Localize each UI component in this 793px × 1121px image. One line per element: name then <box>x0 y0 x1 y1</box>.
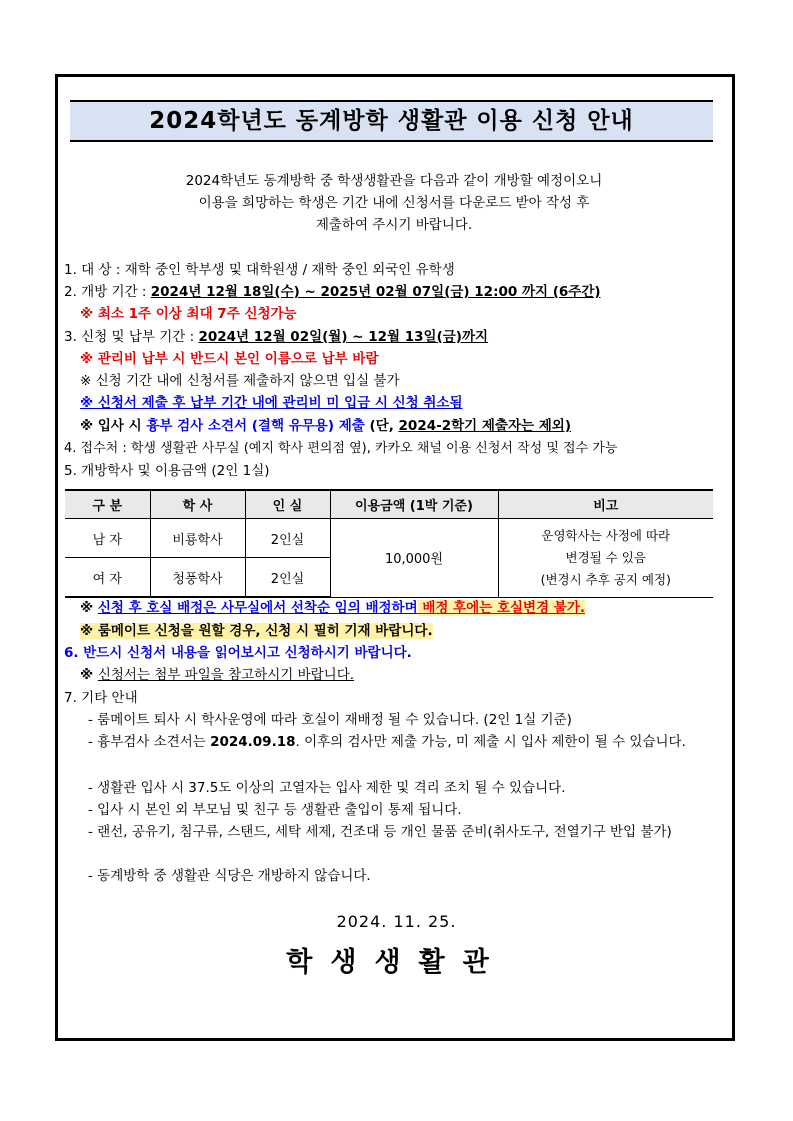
roommate-note <box>80 621 433 641</box>
item-application-period <box>64 327 488 347</box>
etc-heading: 7. 기타 안내 <box>64 690 138 706</box>
note-prefix: ※ 입사 시 <box>80 418 147 434</box>
col-header: 구 분 <box>65 490 150 519</box>
cell-dorm: 비룡학사 <box>150 519 245 558</box>
cell-room: 2인실 <box>245 519 330 558</box>
etc-item: - 룸메이트 퇴사 시 학사운영에 따라 호실이 재배정 될 수 있습니다. (2인 1실 기준) <box>88 712 572 728</box>
note-text: 신청 후 호실 배정은 사무실에서 선착순 임의 배정하며 <box>97 600 418 616</box>
etc-item: - 입사 시 본인 외 부모님 및 친구 등 생활관 출입이 통제 됩니다. <box>88 802 462 818</box>
note-exception: 2024-2학기 제출자는 제외) <box>398 418 571 434</box>
col-header: 인 실 <box>245 490 330 519</box>
cell-gender: 남 자 <box>65 519 150 558</box>
etc-text: . 이후의 검사만 제출 가능, 미 제출 시 입사 제한이 될 수 있습니다. <box>295 734 686 750</box>
note-mark: ※ <box>80 667 98 683</box>
note-mark: ※ <box>80 600 98 616</box>
cell-price: 10,000원 <box>330 519 498 598</box>
cell-gender: 여 자 <box>65 558 150 598</box>
col-header: 학 사 <box>150 490 245 519</box>
note-text: ※ 룸메이트 신청을 원할 경우, 신청 시 필히 기재 바랍니다. <box>80 623 433 639</box>
remark-line: (변경시 추후 공지 예정) <box>540 571 671 587</box>
intro-line: 이용을 희망하는 학생은 기간 내에 신청서를 다운로드 받아 작성 후 <box>198 195 590 211</box>
note-highlight: 흉부 검사 소견서 (결핵 유무용) 제출 <box>146 418 365 434</box>
attachment-note <box>80 665 354 685</box>
issuer-signature: 학생생활관 <box>286 947 507 978</box>
item-text: 2024년 12월 18일(수) ~ 2025년 02월 07일(금) 12:00 까지 (6주간) <box>150 284 601 300</box>
cell-room: 2인실 <box>245 558 330 598</box>
item-label: 2. 개방 기간 : <box>64 284 151 300</box>
issue-date: 2024. 11. 25. <box>336 912 457 931</box>
etc-item: - 동계방학 중 생활관 식당은 개방하지 않습니다. <box>88 868 371 884</box>
item-read-form: 6. 반드시 신청서 내용을 읽어보시고 신청하시기 바랍니다. <box>64 645 412 661</box>
note-warning: 배정 후에는 호실변경 불가. <box>417 600 586 616</box>
deadline-note: ※ 신청 기간 내에 신청서를 제출하지 않으면 입실 불가 <box>80 373 400 389</box>
page-title: 2024학년도 동계방학 생활관 이용 신청 안내 <box>70 100 713 142</box>
item-text: 재학 중인 학부생 및 대학원생 / 재학 중인 외국인 유학생 <box>124 262 455 278</box>
item-reception: 4. 접수처 : 학생 생활관 사무실 (예지 학사 편의점 옆), 카카오 채널 이용 신청서 작성 및 접수 가능 <box>64 441 618 456</box>
table-header-row <box>65 490 713 519</box>
period-note: ※ 최소 1주 이상 최대 7주 신청가능 <box>80 306 297 322</box>
table-row <box>65 519 713 558</box>
etc-date: 2024.09.18 <box>210 734 296 750</box>
note-text: (단, <box>364 418 399 434</box>
cancel-note: ※ 신청서 제출 후 납부 기간 내에 관리비 미 입금 시 신청 취소됨 <box>80 395 463 411</box>
col-header: 비고 <box>498 490 713 519</box>
cell-remark <box>498 519 713 598</box>
room-assign-note <box>80 598 585 618</box>
etc-item: - 랜선, 공유기, 침구류, 스탠드, 세탁 세제, 건조대 등 개인 물품 준비(취사도구, 전열기구 반입 불가) <box>88 824 672 840</box>
etc-item <box>88 732 728 753</box>
item-target <box>64 260 455 280</box>
etc-item: - 생활관 입사 시 37.5도 이상의 고열자는 입사 제한 및 격리 조치 될 수 있습니다. <box>88 780 566 796</box>
item-label: 1. 대 상 : <box>64 262 125 278</box>
item-period <box>64 282 601 302</box>
col-header: 이용금액 (1박 기준) <box>330 490 498 519</box>
payment-note: ※ 관리비 납부 시 반드시 본인 이름으로 납부 바람 <box>80 351 379 367</box>
item-text: 2024년 12월 02일(월) ~ 12월 13일(금)까지 <box>198 329 489 345</box>
cell-dorm: 청풍학사 <box>150 558 245 598</box>
item-fee-heading: 5. 개방학사 및 이용금액 (2인 1실) <box>64 463 270 479</box>
remark-line: 운영학사는 사정에 따라 <box>541 527 671 543</box>
note-text: 신청서는 첨부 파일을 참고하시기 바랍니다. <box>97 667 355 683</box>
chest-exam-note <box>80 416 571 436</box>
remark-line: 변경될 수 있음 <box>565 549 646 565</box>
intro-line: 2024학년도 동계방학 중 학생생활관을 다음과 같이 개방할 예정이오니 <box>185 173 603 189</box>
etc-text: - 흉부검사 소견서는 <box>88 734 211 750</box>
fee-table <box>65 489 713 598</box>
item-label: 3. 신청 및 납부 기간 : <box>64 329 199 345</box>
intro-line: 제출하여 주시기 바랍니다. <box>315 217 473 233</box>
intro-paragraph <box>64 170 724 236</box>
